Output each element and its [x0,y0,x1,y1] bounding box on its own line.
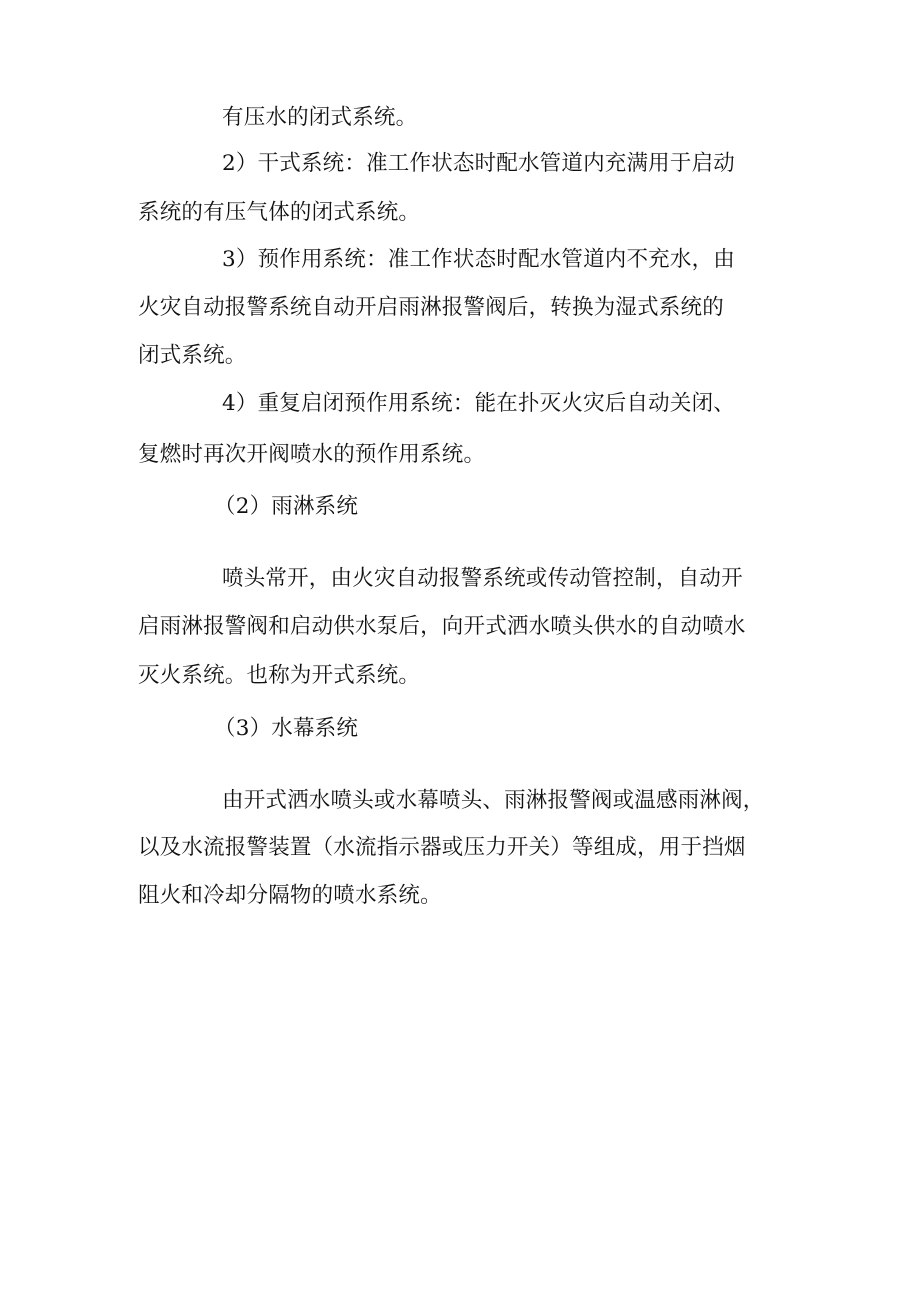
text-line-14: 由开式洒水喷头或水幕喷头、雨淋报警阀或温感雨淋阀， [222,788,765,813]
section-heading-2: （2）雨淋系统 [214,494,359,519]
text-line-11: 启雨淋报警阀和启动供水泵后，向开式洒水喷头供水的自动喷水 [138,614,746,639]
text-line-16: 阻火和冷却分隔物的喷水系统。 [138,883,442,908]
text-line-2: 2）干式系统：准工作状态时配水管道内充满用于启动 [222,151,735,176]
section-heading-3: （3）水幕系统 [214,716,359,741]
text-line-7: 4）重复启闭预作用系统：能在扑灭火灾后自动关闭、 [222,391,735,416]
text-line-15: 以及水流报警装置（水流指示器或压力开关）等组成，用于挡烟 [138,835,746,860]
text-line-5: 火灾自动报警系统自动开启雨淋报警阀后，转换为湿式系统的 [138,295,724,320]
text-line-10: 喷头常开，由火灾自动报警系统或传动管控制，自动开 [222,566,743,591]
text-line-1: 有压水的闭式系统。 [222,105,418,130]
text-line-4: 3）预作用系统：准工作状态时配水管道内不充水，由 [222,247,735,272]
text-line-12: 灭火系统。也称为开式系统。 [138,663,421,688]
text-line-3: 系统的有压气体的闭式系统。 [138,200,421,225]
text-line-8: 复燃时再次开阀喷水的预作用系统。 [138,442,486,467]
text-line-6: 闭式系统。 [138,343,247,368]
